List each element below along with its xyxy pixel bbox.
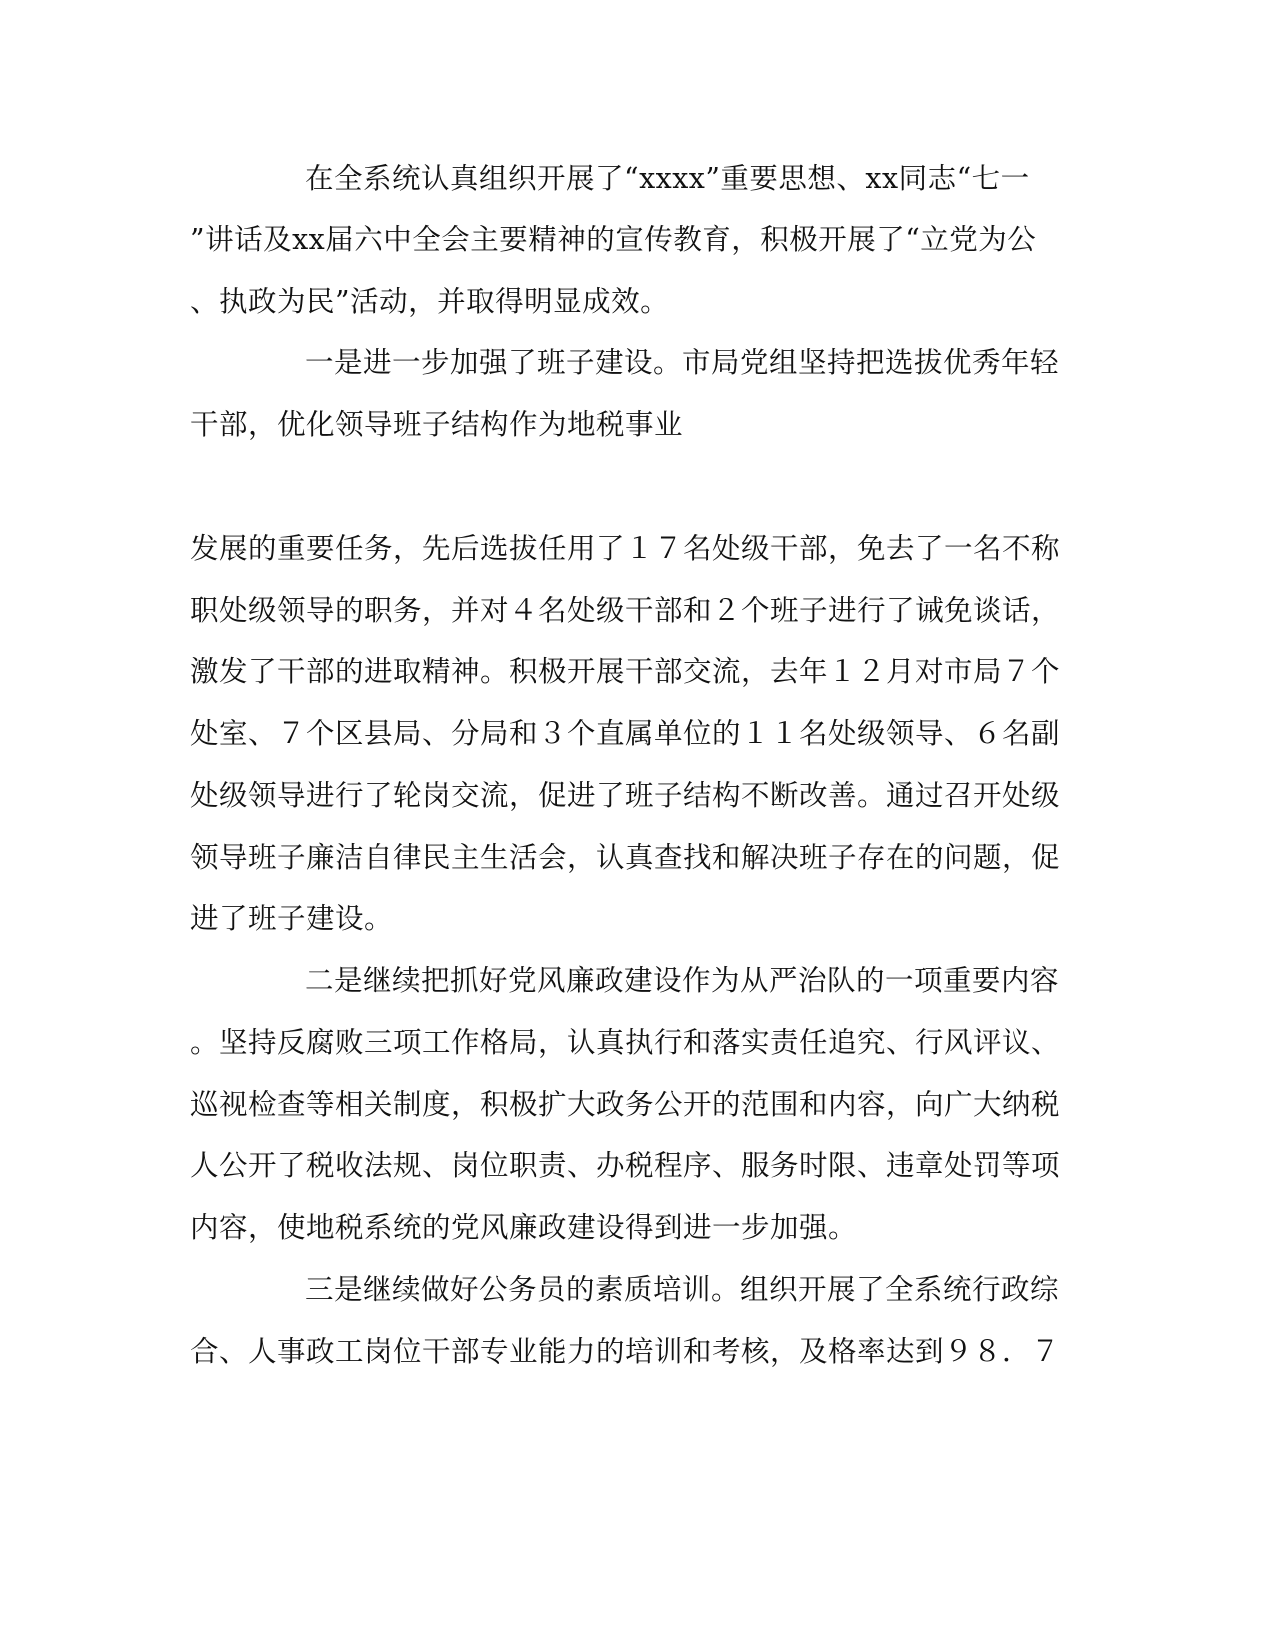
text-line: 二是继续把抓好党风廉政建设作为从严治队的一项重要内容 <box>305 964 1060 997</box>
text-line: 领导班子廉洁自律民主生活会，认真查找和解决班子存在的问题，促 <box>190 841 1061 874</box>
text-line: 巡视检查等相关制度，积极扩大政务公开的范围和内容，向广大纳税 <box>190 1088 1061 1121</box>
text-line: 、执政为民”活动，并取得明显成效。 <box>190 285 670 318</box>
text-line: 合、人事政工岗位干部专业能力的培训和考核，及格率达到９８．７ <box>190 1335 1061 1368</box>
text-line: 处级领导进行了轮岗交流，促进了班子结构不断改善。通过召开处级 <box>190 779 1061 812</box>
text-line: 干部，优化领导班子结构作为地税事业 <box>190 408 684 441</box>
text-line: 三是继续做好公务员的素质培训。组织开展了全系统行政综 <box>305 1273 1060 1306</box>
text-line: 处室、７个区县局、分局和３个直属单位的１１名处级领导、６名副 <box>190 717 1061 750</box>
text-line: 一是进一步加强了班子建设。市局党组坚持把选拔优秀年轻 <box>305 346 1060 379</box>
text-line: 激发了干部的进取精神。积极开展干部交流，去年１２月对市局７个 <box>190 655 1061 688</box>
text-line: 发展的重要任务，先后选拔任用了１７名处级干部，免去了一名不称 <box>190 532 1061 565</box>
text-line: ”讲话及xx届六中全会主要精神的宣传教育，积极开展了“立党为公 <box>190 223 1037 256</box>
text-line: 。坚持反腐败三项工作格局，认真执行和落实责任追究、行风评议、 <box>190 1026 1061 1059</box>
text-line: 职处级领导的职务，并对４名处级干部和２个班子进行了诫免谈话， <box>190 594 1061 627</box>
text-line: 内容，使地税系统的党风廉政建设得到进一步加强。 <box>190 1211 858 1244</box>
text-line: 在全系统认真组织开展了“xxxx”重要思想、xx同志“七一 <box>305 162 1030 195</box>
text-line: 进了班子建设。 <box>190 902 394 935</box>
text-line: 人公开了税收法规、岗位职责、办税程序、服务时限、违章处罚等项 <box>190 1149 1061 1182</box>
